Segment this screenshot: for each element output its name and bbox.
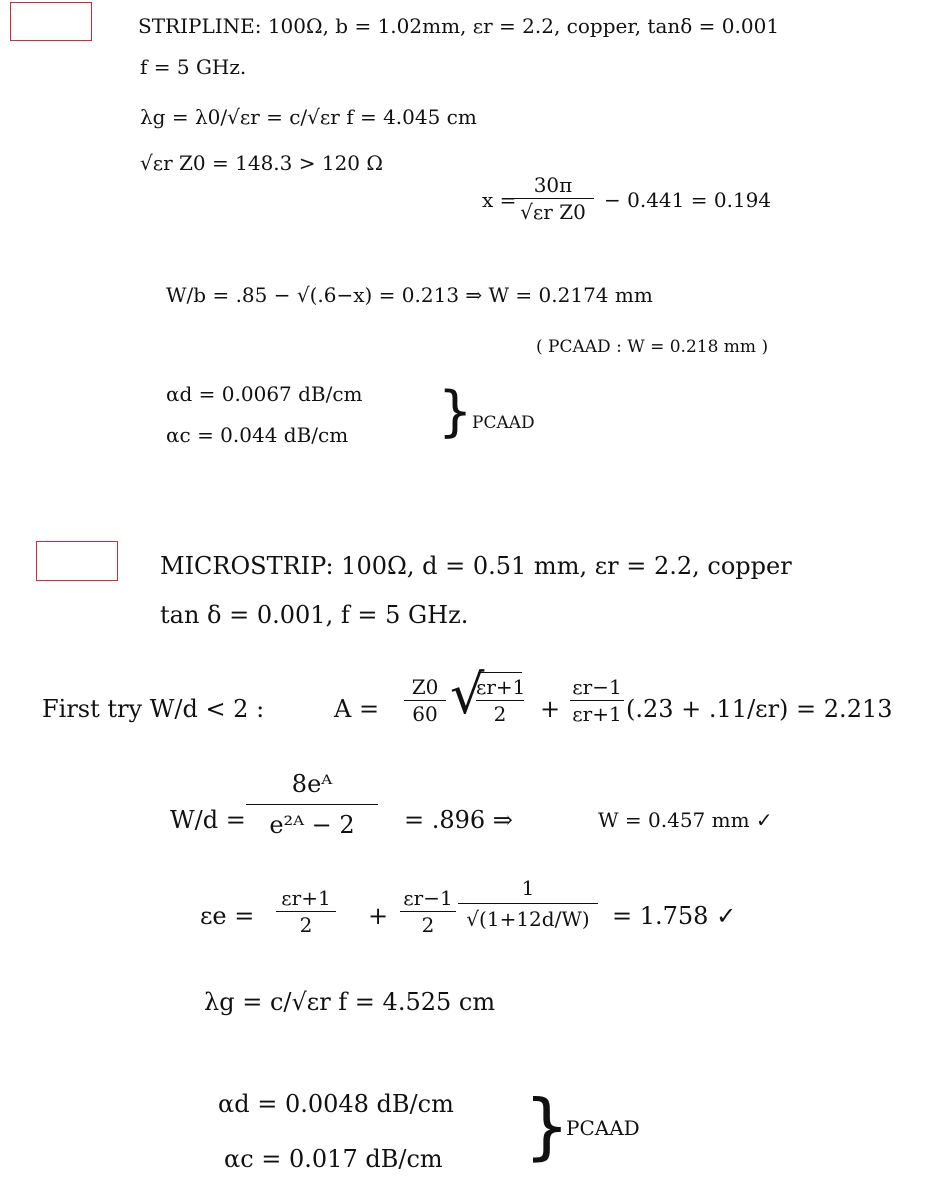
fraction-bar — [404, 700, 446, 701]
microstrip-ee-f1-denominator: 2 — [299, 913, 313, 937]
microstrip-width-result: W = 0.457 mm ✓ — [598, 808, 773, 832]
microstrip-ee-rhs: = 1.758 ✓ — [612, 902, 737, 930]
microstrip-guide-wavelength: λg = c/√εr f = 4.525 cm — [204, 988, 496, 1016]
fraction-bar — [400, 911, 456, 912]
microstrip-brace: } — [524, 1084, 570, 1168]
stripline-brace: } — [438, 380, 473, 443]
stripline-dielectric-loss: αd = 0.0067 dB/cm — [166, 382, 363, 406]
sqrt-overbar — [478, 672, 522, 673]
microstrip-a-rhs: (.23 + .11/εr) = 2.213 — [626, 695, 893, 723]
fraction-bar — [476, 700, 524, 701]
stripline-impedance-check: √εr Z0 = 148.3 > 120 Ω — [140, 151, 383, 175]
microstrip-a-sqrt-denominator: 2 — [493, 702, 507, 726]
microstrip-loss-frequency-line: tan δ = 0.001, f = 5 GHz. — [160, 601, 469, 629]
microstrip-spec-line: MICROSTRIP: 100Ω, d = 0.51 mm, εr = 2.2, copper — [160, 552, 792, 580]
stripline-x-fraction — [512, 175, 594, 222]
problem-label-box-2 — [36, 541, 118, 581]
microstrip-a-plus: + — [540, 695, 561, 723]
microstrip-ee-f1-numerator: εr+1 — [281, 886, 331, 910]
stripline-guide-wavelength: λg = λ0/√εr = c/√εr f = 4.045 cm — [140, 105, 477, 129]
microstrip-a-f1-numerator: Z0 — [411, 675, 439, 699]
microstrip-ee-lhs: εe = — [200, 902, 255, 930]
microstrip-wd-fraction — [246, 772, 378, 837]
microstrip-a-f2-denominator: εr+1 — [572, 702, 622, 726]
stripline-x-lhs: x = — [482, 188, 517, 212]
microstrip-a-lhs: A = — [334, 695, 380, 723]
microstrip-ee-f3-denominator: √(1+12d/W) — [466, 907, 590, 931]
stripline-width-equation: W/b = .85 − √(.6−x) = 0.213 ⇒ W = 0.2174 mm — [166, 283, 653, 307]
stripline-pcaad-check: ( PCAAD : W = 0.218 mm ) — [536, 337, 769, 357]
microstrip-wd-lhs: W/d = — [170, 806, 246, 834]
stripline-x-rhs: − 0.441 = 0.194 — [604, 188, 772, 212]
stripline-spec-line: STRIPLINE: 100Ω, b = 1.02mm, εr = 2.2, copper, tanδ = 0.001 — [138, 14, 780, 38]
microstrip-ee-f2-denominator: 2 — [421, 913, 435, 937]
microstrip-ee-fraction-1 — [276, 888, 336, 935]
microstrip-wd-denominator: e²ᴬ − 2 — [269, 811, 355, 839]
fraction-bar — [512, 198, 594, 199]
stripline-pcaad-label: PCAAD — [472, 413, 535, 433]
fraction-bar — [246, 804, 378, 805]
stripline-frequency-line: f = 5 GHz. — [140, 55, 247, 79]
problem-label-box-1 — [10, 2, 92, 41]
microstrip-a-sqrt-fraction — [476, 677, 524, 724]
microstrip-conductor-loss: αc = 0.017 dB/cm — [224, 1145, 443, 1173]
microstrip-a-sqrt-numerator: εr+1 — [476, 675, 526, 699]
microstrip-pcaad-label: PCAAD — [566, 1116, 640, 1140]
microstrip-ee-f3-numerator: 1 — [521, 876, 535, 900]
microstrip-wd-numerator: 8eᴬ — [291, 770, 333, 798]
microstrip-a-fraction-1 — [404, 677, 446, 724]
microstrip-ee-fraction-3 — [458, 878, 598, 929]
microstrip-ee-f2-numerator: εr−1 — [403, 886, 453, 910]
microstrip-a-f2-numerator: εr−1 — [572, 675, 622, 699]
stripline-x-numerator: 30π — [533, 173, 573, 197]
microstrip-ee-plus: + — [368, 902, 389, 930]
stripline-x-denominator: √εr Z0 — [520, 200, 586, 224]
microstrip-dielectric-loss: αd = 0.0048 dB/cm — [218, 1090, 454, 1118]
microstrip-a-fraction-2 — [570, 677, 624, 724]
stripline-conductor-loss: αc = 0.044 dB/cm — [166, 423, 349, 447]
fraction-bar — [458, 903, 598, 904]
sqrt-sign: √ — [450, 663, 485, 726]
microstrip-first-try: First try W/d < 2 : — [42, 695, 265, 723]
fraction-bar — [570, 700, 624, 701]
microstrip-ee-fraction-2 — [400, 888, 456, 935]
microstrip-a-f1-denominator: 60 — [412, 702, 438, 726]
microstrip-wd-rhs: = .896 ⇒ — [404, 806, 513, 834]
fraction-bar — [276, 911, 336, 912]
